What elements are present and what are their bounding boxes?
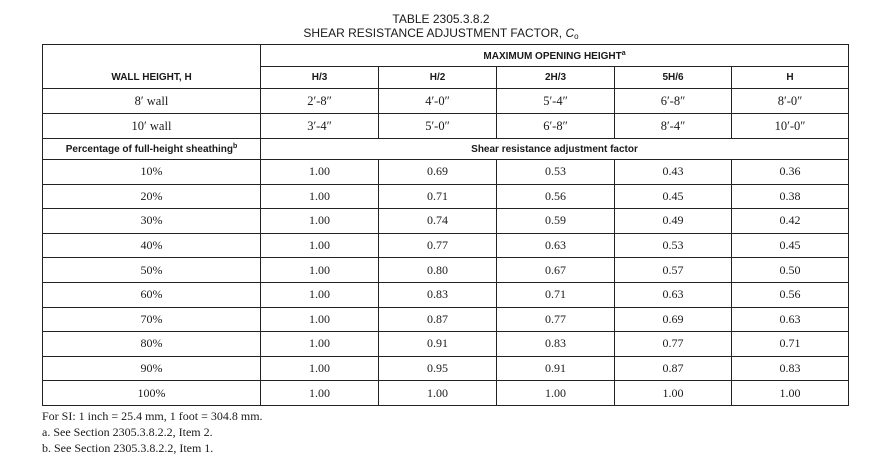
sheathing-percentage: 60%: [43, 282, 261, 307]
factor-cell: 1.00: [261, 184, 379, 209]
factor-row: [43, 209, 849, 234]
factor-symbol: C: [565, 26, 575, 40]
table-header-row: [43, 45, 849, 67]
factor-cell: 0.53: [615, 233, 732, 258]
factor-cell: 0.91: [497, 356, 615, 381]
opening-column-header: 5H/6: [615, 67, 732, 89]
opening-height-cell: 6′-8″: [615, 89, 732, 114]
footnote-a: a. See Section 2305.3.8.2.2, Item 2.: [42, 425, 213, 439]
sheathing-percentage: 30%: [43, 209, 261, 234]
factor-cell: 0.80: [379, 258, 497, 283]
factor-cell: 0.83: [732, 356, 849, 381]
sheathing-percentage: 70%: [43, 307, 261, 332]
factor-cell: 1.00: [261, 282, 379, 307]
factor-cell: 0.95: [379, 356, 497, 381]
opening-height-cell: 5′-0″: [379, 114, 497, 139]
factor-cell: 0.69: [615, 307, 732, 332]
factor-cell: 0.63: [615, 282, 732, 307]
opening-height-cell: 8′-4″: [615, 114, 732, 139]
wall-height-label: 8′ wall: [43, 89, 261, 114]
factor-cell: 0.45: [615, 184, 732, 209]
factor-cell: 0.87: [379, 307, 497, 332]
factor-cell: 0.77: [497, 307, 615, 332]
factor-cell: 0.43: [615, 160, 732, 185]
opening-height-cell: 5′-4″: [497, 89, 615, 114]
sheathing-header-row: [43, 139, 849, 160]
factor-cell: 0.56: [497, 184, 615, 209]
footnote-marker-a: a: [621, 49, 626, 57]
factor-cell: 0.36: [732, 160, 849, 185]
factor-cell: 0.42: [732, 209, 849, 234]
sheathing-percentage: 10%: [43, 160, 261, 185]
wall-height-rows: [43, 89, 849, 139]
factor-cell: 0.49: [615, 209, 732, 234]
factor-cell: 0.53: [497, 160, 615, 185]
factor-row: [43, 233, 849, 258]
sheathing-header: [43, 139, 261, 160]
factor-cell: 0.45: [732, 233, 849, 258]
sheathing-percentage: 20%: [43, 184, 261, 209]
factor-cell: 1.00: [261, 258, 379, 283]
sheathing-percentage: 40%: [43, 233, 261, 258]
subtitle-text: SHEAR RESISTANCE ADJUSTMENT FACTOR,: [303, 26, 566, 40]
factor-cell: 0.83: [379, 282, 497, 307]
factor-cell: 1.00: [261, 233, 379, 258]
max-opening-label: MAXIMUM OPENING HEIGHT: [483, 50, 622, 62]
opening-column-header: 2H/3: [497, 67, 615, 89]
max-opening-header: [261, 45, 849, 67]
factor-cell: 0.87: [615, 356, 732, 381]
factor-cell: 0.67: [497, 258, 615, 283]
factor-cell: 1.00: [261, 332, 379, 357]
sheathing-percentage: 90%: [43, 356, 261, 381]
opening-height-cell: 2′-8″: [261, 89, 379, 114]
footnote-b: b. See Section 2305.3.8.2.2, Item 1.: [42, 441, 214, 455]
factor-cell: 1.00: [261, 209, 379, 234]
table-title: TABLE 2305.3.8.2: [392, 12, 490, 26]
factor-cell: 0.71: [497, 282, 615, 307]
factor-rows: [43, 160, 849, 406]
factor-cell: 0.71: [732, 332, 849, 357]
factor-cell: 1.00: [261, 307, 379, 332]
factor-cell: 0.63: [497, 233, 615, 258]
shear-adjustment-table: [42, 44, 849, 406]
opening-height-cell: 3′-4″: [261, 114, 379, 139]
opening-height-cell: 8′-0″: [732, 89, 849, 114]
factor-row: [43, 356, 849, 381]
sheathing-label: Percentage of full-height sheathing: [65, 144, 233, 155]
factor-cell: 0.56: [732, 282, 849, 307]
factor-cell: 1.00: [261, 356, 379, 381]
wall-height-row: [43, 89, 849, 114]
factor-cell: 1.00: [379, 381, 497, 406]
factor-cell: 0.91: [379, 332, 497, 357]
wall-height-label: 10′ wall: [43, 114, 261, 139]
wall-height-row: [43, 114, 849, 139]
factor-cell: 0.57: [615, 258, 732, 283]
factor-header: Shear resistance adjustment factor: [261, 139, 849, 160]
factor-cell: 0.71: [379, 184, 497, 209]
opening-height-cell: 10′-0″: [732, 114, 849, 139]
factor-row: [43, 184, 849, 209]
factor-row: [43, 307, 849, 332]
factor-cell: 0.69: [379, 160, 497, 185]
factor-cell: 0.38: [732, 184, 849, 209]
factor-cell: 0.77: [615, 332, 732, 357]
sheathing-percentage: 80%: [43, 332, 261, 357]
factor-row: [43, 381, 849, 406]
opening-height-cell: 6′-8″: [497, 114, 615, 139]
factor-row: [43, 258, 849, 283]
opening-column-header: H/3: [261, 67, 379, 89]
opening-column-header: H/2: [379, 67, 497, 89]
factor-cell: 1.00: [615, 381, 732, 406]
table-subtitle: [0, 26, 882, 44]
factor-row: [43, 332, 849, 357]
factor-cell: 0.77: [379, 233, 497, 258]
footnote-marker-b: b: [232, 143, 238, 150]
sheathing-percentage: 50%: [43, 258, 261, 283]
wall-height-header: WALL HEIGHT, H: [43, 45, 261, 89]
factor-cell: 1.00: [497, 381, 615, 406]
factor-cell: 0.50: [732, 258, 849, 283]
opening-height-cell: 4′-0″: [379, 89, 497, 114]
factor-cell: 1.00: [261, 160, 379, 185]
sheathing-percentage: 100%: [43, 381, 261, 406]
footnote-si: For SI: 1 inch = 25.4 mm, 1 foot = 304.8 mm.: [42, 409, 263, 423]
factor-row: [43, 282, 849, 307]
factor-cell: 0.63: [732, 307, 849, 332]
factor-cell: 1.00: [732, 381, 849, 406]
factor-row: [43, 160, 849, 185]
footnotes: [42, 408, 263, 456]
opening-column-header: H: [732, 67, 849, 89]
factor-cell: 0.83: [497, 332, 615, 357]
factor-cell: 0.59: [497, 209, 615, 234]
factor-symbol-subscript: o: [574, 32, 579, 41]
factor-cell: 1.00: [261, 381, 379, 406]
factor-cell: 0.74: [379, 209, 497, 234]
